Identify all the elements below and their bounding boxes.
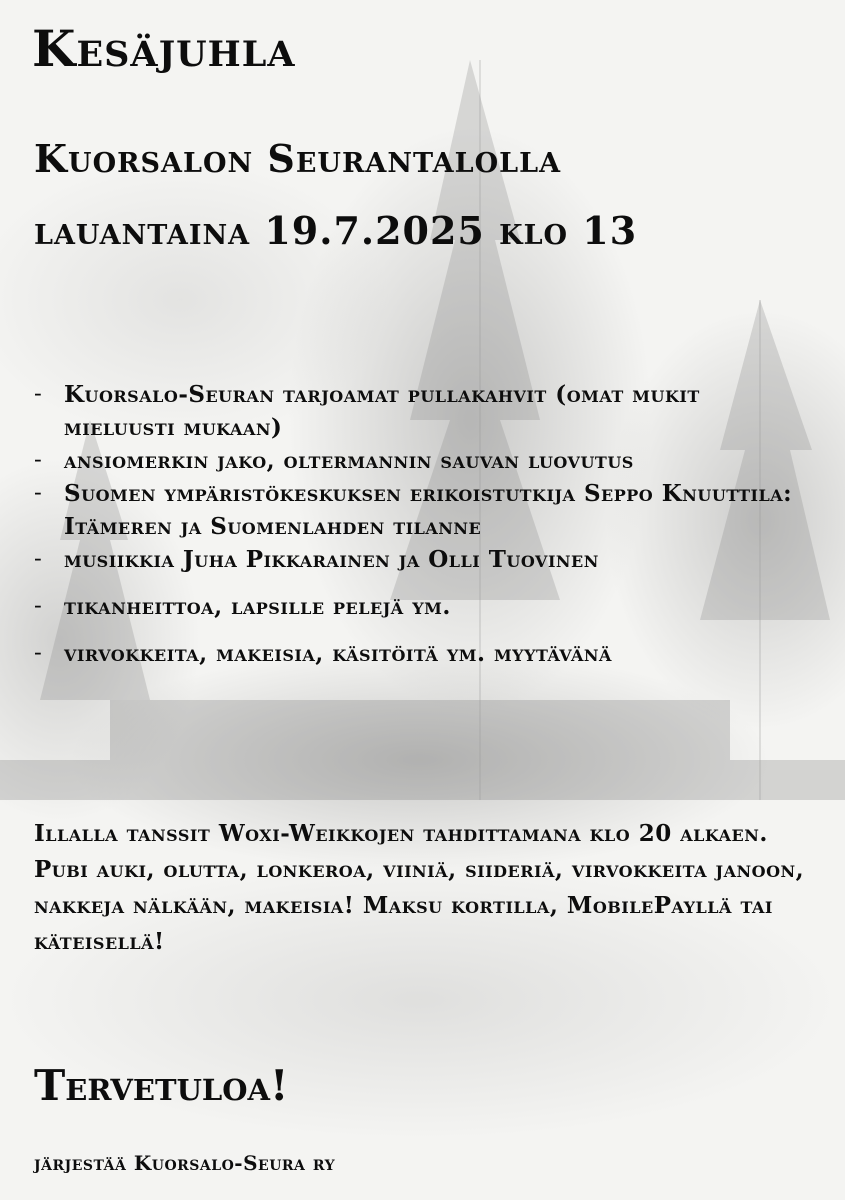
bullet-dash: - bbox=[34, 480, 43, 506]
bullet-dash: - bbox=[34, 593, 43, 619]
poster-title: Kesäjuhla bbox=[32, 19, 296, 78]
evening-info: Illalla tanssit Woxi-Weikkojen tahdittamana klo 20 alkaen. Pubi auki, olutta, lonkeroa, viiniä, siideriä, virvokkeita janoon, nakkeja nälkään, makeisia! Maksu kortilla, MobilePayllä tai käteisellä! bbox=[34, 820, 805, 955]
organizer-text: järjestää Kuorsalo-Seura ry bbox=[34, 1151, 336, 1175]
list-item: - Kuorsalo-Seuran tarjoamat pullakahvit (omat mukit mieluusti mukaan) bbox=[34, 378, 794, 444]
program-list bbox=[34, 378, 794, 670]
bullet-dash: - bbox=[34, 447, 43, 473]
list-item: - Suomen ympäristökeskuksen erikoistutkija Seppo Knuuttila: Itämeren ja Suomenlahden tilanne bbox=[34, 477, 794, 543]
bullet-dash: - bbox=[34, 546, 43, 572]
welcome-text: Tervetuloa! bbox=[34, 1061, 289, 1110]
venue-line: Kuorsalon Seurantalolla bbox=[34, 136, 562, 181]
bullet-dash: - bbox=[34, 640, 43, 666]
list-item: - tikanheittoa, lapsille pelejä ym. bbox=[34, 590, 794, 623]
list-item: - ansiomerkin jako, oltermannin sauvan luovutus bbox=[34, 444, 794, 477]
list-item: - musiikkia Juha Pikkarainen ja Olli Tuovinen bbox=[34, 543, 794, 576]
list-item: - virvokkeita, makeisia, käsitöitä ym. myytävänä bbox=[34, 637, 794, 670]
date-line: lauantaina 19.7.2025 klo 13 bbox=[34, 208, 638, 253]
bullet-dash: - bbox=[34, 381, 43, 407]
